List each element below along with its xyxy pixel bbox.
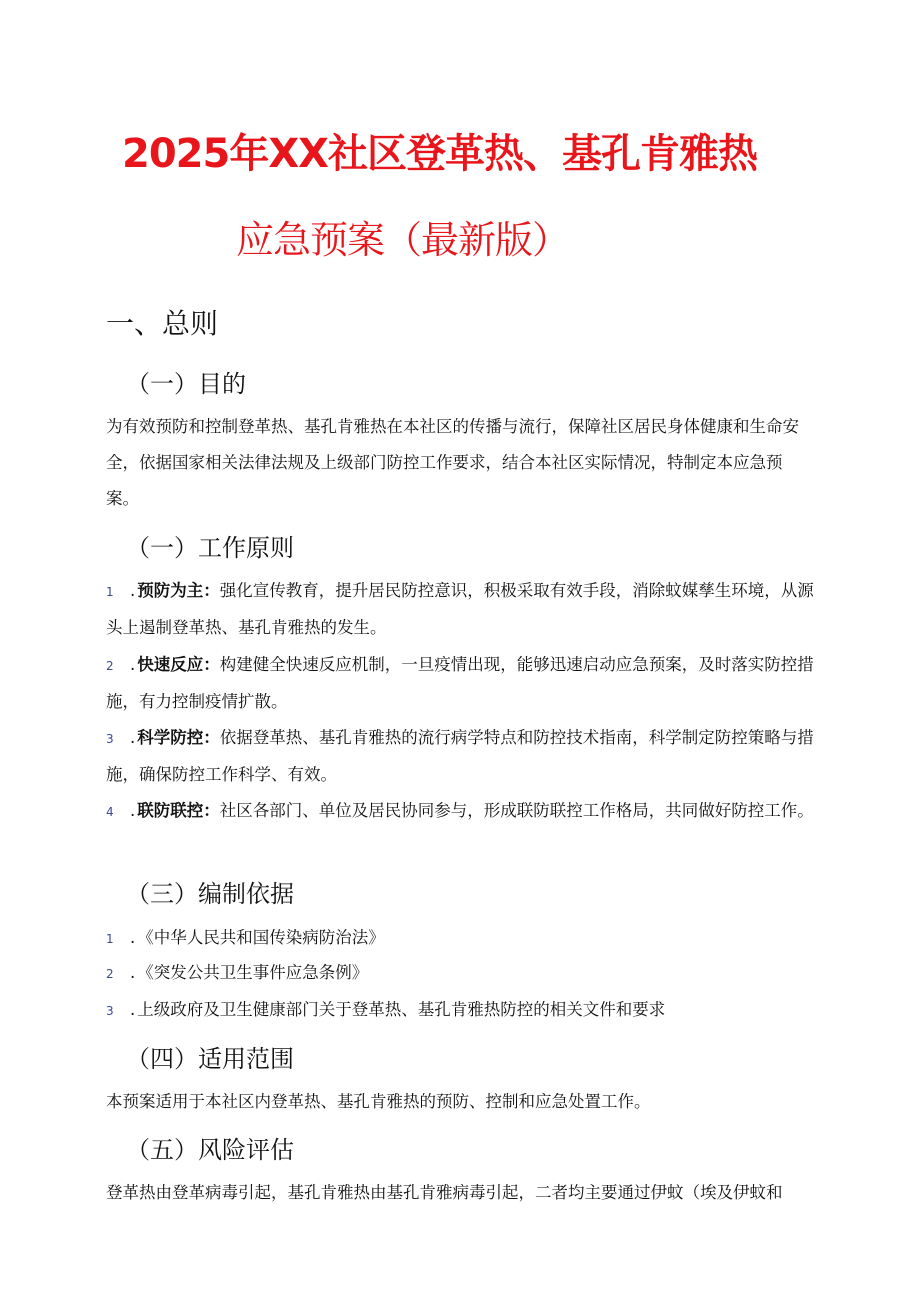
list-number: 1 [106, 585, 114, 599]
basis-text: 上级政府及卫生健康部门关于登革热、基孔肯雅热防控的相关文件和要求 [137, 1000, 666, 1019]
principle-label: 科学防控： [137, 728, 220, 747]
basis-item-1: 1 . 《中华人民共和国传染病防治法》 [106, 920, 814, 957]
principle-label: 联防联控： [137, 801, 220, 820]
paragraph-scope: 本预案适用于本社区内登革热、基孔肯雅热的预防、控制和应急处置工作。 [106, 1092, 651, 1111]
document-title-line1: 2025年XX社区登革热、基孔肯雅热 [122, 131, 758, 177]
section-heading-general: 一、总则 [106, 307, 219, 340]
basis-text: 《中华人民共和国传染病防治法》 [137, 928, 385, 947]
basis-text: 《突发公共卫生事件应急条例》 [137, 963, 369, 982]
paragraph-purpose: 为有效预防和控制登革热、基孔肯雅热在本社区的传播与流行，保障社区居民身体健康和生命安全，依据国家相关法律法规及上级部门防控工作要求，结合本社区实际情况，特制定本应急预案。 [106, 417, 799, 508]
principle-item-4: 4 . 联防联控：社区各部门、单位及居民协同参与，形成联防联控工作格局，共同做好防控工作。 [106, 793, 814, 830]
subheading-scope: （四）适用范围 [126, 1045, 294, 1073]
principle-label: 快速反应： [137, 655, 220, 674]
document-title-line2: 应急预案（最新版） [236, 218, 570, 262]
list-number: 3 [106, 1004, 114, 1018]
list-number: 4 [106, 805, 114, 819]
principle-item-3: 3 . 科学防控：依据登革热、基孔肯雅热的流行病学特点和防控技术指南，科学制定防控策略与措施，确保防控工作科学、有效。 [106, 720, 814, 793]
basis-item-2: 2 . 《突发公共卫生事件应急条例》 [106, 955, 814, 992]
subheading-purpose: （一）目的 [126, 370, 246, 398]
paragraph-risk: 登革热由登革病毒引起，基孔肯雅热由基孔肯雅病毒引起，二者均主要通过伊蚊（埃及伊蚊和 [106, 1183, 783, 1202]
principle-text: 构建健全快速反应机制，一旦疫情出现，能够迅速启动应急预案，及时落实防控措施，有力控制疫情扩散。 [106, 655, 814, 711]
list-number: 3 [106, 732, 114, 746]
basis-item-3: 3 . 上级政府及卫生健康部门关于登革热、基孔肯雅热防控的相关文件和要求 [106, 992, 814, 1029]
principle-label: 预防为主： [137, 581, 220, 600]
principle-item-1: 1 . 预防为主：强化宣传教育，提升居民防控意识，积极采取有效手段，消除蚊媒孳生环境，从源头上遏制登革热、基孔肯雅热的发生。 [106, 573, 814, 646]
subheading-principles: （一）工作原则 [126, 534, 294, 562]
subheading-basis: （三）编制依据 [126, 880, 294, 908]
principle-text: 社区各部门、单位及居民协同参与，形成联防联控工作格局，共同做好防控工作。 [219, 801, 814, 820]
list-number: 2 [106, 967, 114, 981]
principle-text: 强化宣传教育，提升居民防控意识，积极采取有效手段，消除蚊媒孳生环境，从源头上遏制登革热、基孔肯雅热的发生。 [106, 581, 814, 637]
list-number: 1 [106, 932, 114, 946]
principle-text: 依据登革热、基孔肯雅热的流行病学特点和防控技术指南，科学制定防控策略与措施，确保防控工作科学、有效。 [106, 728, 814, 784]
subheading-risk: （五）风险评估 [126, 1136, 294, 1164]
principle-item-2: 2 . 快速反应：构建健全快速反应机制，一旦疫情出现，能够迅速启动应急预案，及时落实防控措施，有力控制疫情扩散。 [106, 647, 814, 720]
list-number: 2 [106, 659, 114, 673]
